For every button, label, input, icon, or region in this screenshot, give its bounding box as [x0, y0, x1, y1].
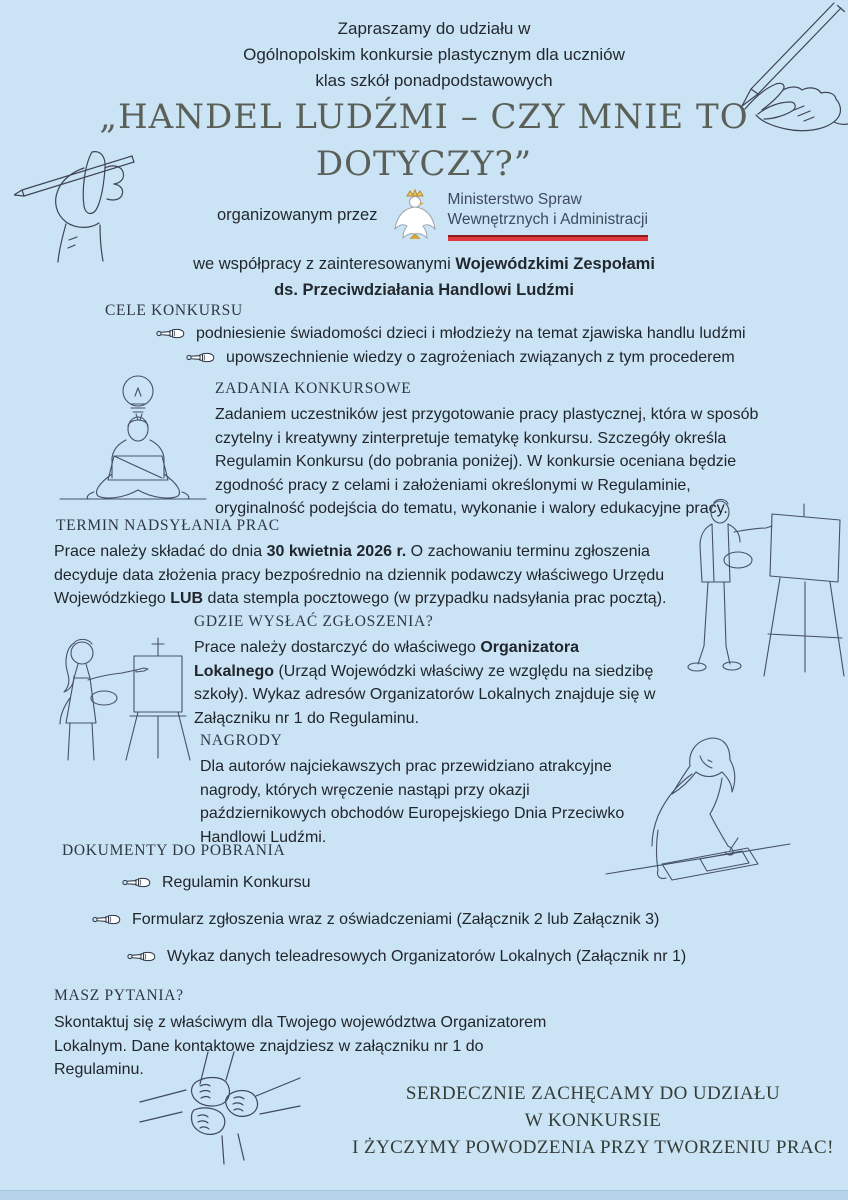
woman-table-illustration: [600, 722, 796, 898]
cooperation-bold-text-2: ds. Przeciwdziałania Handlowi Ludźmi: [274, 281, 574, 299]
termin-body: [54, 540, 694, 611]
polish-eagle-icon: [392, 189, 438, 241]
nagrody-body: Dla autorów najciekawszych prac przewidziano atrakcyjne nagrody, których wręczenie nastąpi przy okazji październikowych obchodów Europejskiego Dnia Przeciwko Handlowi Ludźmi.: [200, 758, 625, 846]
closing-line-1: SERDECZNIE ZACHĘCAMY DO UDZIAŁU: [405, 1083, 781, 1104]
ministry-name-block: [448, 190, 648, 241]
section-heading-gdzie: GDZIE WYSŁAĆ ZGŁOSZENIA?: [194, 613, 434, 630]
paintbrush-icon: [92, 911, 121, 928]
clasped-hands-illustration: [138, 1050, 303, 1168]
gdzie-text-start: Prace należy dostarczyć do właściwego: [194, 639, 481, 656]
dokumenty-item-row: [127, 945, 686, 969]
dokumenty-item-row: [92, 908, 659, 932]
gdzie-bold: Organizatora Lokalnego: [194, 639, 580, 680]
poster-intro: [104, 16, 764, 94]
intro-line-2: Ogólnopolskim konkursie plastycznym dla uczniów: [243, 45, 625, 64]
section-heading-zadania: ZADANIA KONKURSOWE: [215, 380, 412, 397]
cooperation-bold-text-1: Wojewódzkimi Zespołami: [455, 255, 655, 273]
dokumenty-item-text: Formularz zgłoszenia wraz z oświadczeniami (Załącznik 2 lub Załącznik 3): [132, 911, 660, 928]
closing-message: [338, 1080, 848, 1161]
intro-line-1: Zapraszamy do udziału w: [337, 19, 531, 38]
ministry-logo: [392, 189, 648, 241]
cooperation-line-2: [104, 277, 744, 303]
section-heading-pytania: MASZ PYTANIA?: [54, 987, 184, 1004]
cele-item-row: [156, 322, 746, 346]
student-lightbulb-icon: [58, 366, 208, 516]
ministry-name-line-1: Ministerstwo Spraw: [447, 190, 582, 208]
termin-text-start: Prace należy składać do dnia: [54, 543, 267, 560]
intro-line-3: klas szkół ponadpodstawowych: [315, 71, 553, 90]
termin-lub-bold: LUB: [170, 590, 204, 607]
termin-text-end: data stempla pocztowego (w przypadku nadsyłania prac pocztą).: [203, 590, 667, 607]
woman-table-icon: [600, 722, 796, 898]
closing-line-3: I ŻYCZYMY POWODZENIA PRZY TWORZENIU PRAC!: [352, 1137, 834, 1158]
paintbrush-icon: [122, 874, 151, 891]
ministry-logo-underline: [448, 235, 648, 241]
cele-item-text: podniesienie świadomości dzieci i młodzieży na temat zjawiska handlu ludźmi: [196, 325, 746, 342]
clasped-hands-icon: [138, 1050, 303, 1168]
painter-easel-icon: [684, 486, 846, 681]
dokumenty-item-text: Wykaz danych teleadresowych Organizatorów Lokalnych (Załącznik nr 1): [167, 948, 687, 965]
painter-easel-illustration: [684, 486, 846, 681]
zadania-body: Zadaniem uczestników jest przygotowanie pracy plastycznej, która w sposób czytelny i kreatywny zinterpretuje tematykę konkursu. Szczegóły określa Regulamin Konkursu (do pobrania poniżej). W konkursie oceniana będzie zgodność pracy z celami i założeniami określonymi w Regulaminie, oryginalność podejścia do tematu, wykonanie i walory edukacyjne pracy.: [215, 406, 759, 517]
page-title: [44, 94, 804, 188]
footer-bar: [0, 1190, 848, 1200]
dokumenty-item-row: [122, 871, 311, 895]
title-line-2: DOTYCZY?”: [315, 144, 533, 184]
dokumenty-item-text: Regulamin Konkursu: [162, 874, 311, 891]
woman-easel-icon: [30, 628, 198, 763]
deadline-date: 30 kwietnia 2026 r.: [266, 543, 407, 560]
ministry-name-line-2: Wewnętrznych i Administracji: [447, 210, 648, 228]
gdzie-text-end: (Urząd Wojewódzki właściwy ze względu na siedzibę szkoły). Wykaz adresów Organizatorów Lokalnych znajduje się w Załączniku nr 1 do Regulaminu.: [194, 662, 656, 727]
cele-item-text: upowszechnienie wiedzy o zagrożeniach związanych z tym procederem: [226, 349, 735, 366]
organizer-row: [217, 189, 648, 241]
cele-item-row: [186, 346, 735, 370]
title-line-1: „HANDEL LUDŹMI – CZY MNIE TO: [99, 97, 749, 137]
cooperation-note: [104, 251, 744, 303]
paintbrush-icon: [186, 349, 215, 366]
section-heading-termin: TERMIN NADSYŁANIA PRAC: [56, 517, 280, 534]
section-heading-cele: CELE KONKURSU: [105, 302, 243, 319]
termin-text-mid: O zachowaniu terminu zgłoszenia decyduje data złożenia pracy bezpośrednio na dziennik podawczy właściwego Urzędu Wojewódzkiego: [54, 543, 665, 607]
cooperation-line-1: [104, 251, 744, 277]
student-lightbulb-illustration: [58, 366, 208, 516]
gdzie-body: [194, 636, 659, 730]
section-heading-dokumenty: DOKUMENTY DO POBRANIA: [62, 842, 286, 859]
cooperation-normal-text: we współpracy z zainteresowanymi: [193, 255, 456, 273]
paintbrush-icon: [156, 325, 185, 342]
organized-by-label: organizowanym przez: [217, 205, 378, 224]
woman-easel-illustration: [30, 628, 198, 763]
paintbrush-icon: [127, 948, 156, 965]
section-heading-nagrody: NAGRODY: [200, 732, 283, 749]
closing-line-2: W KONKURSIE: [524, 1110, 662, 1131]
pytania-body: Skontaktuj się z właściwym dla Twojego województwa Organizatorem Lokalnym. Dane kontaktowe znajdziesz w załączniku nr 1 do Regulaminu.: [54, 1014, 547, 1078]
